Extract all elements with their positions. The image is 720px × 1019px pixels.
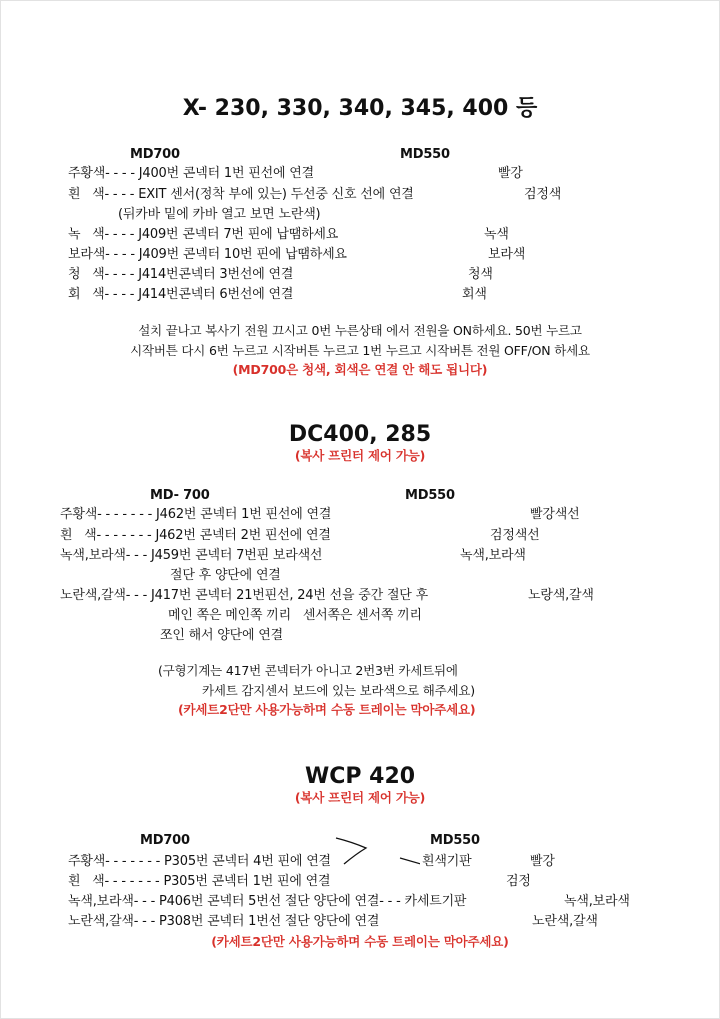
section1-row-left: 주황색- - - - J400번 콘넥터 1번 핀선에 연결: [68, 166, 314, 181]
section2-note-red: (카세트2단만 사용가능하며 수동 트레이는 막아주세요): [178, 702, 476, 717]
section2-note-line2: 카세트 감지센서 보드에 있는 보라색으로 해주세요): [202, 683, 475, 698]
section1-row-left: (뒤카바 밑에 카바 열고 보면 노란색): [118, 207, 321, 222]
section2-col-md700: MD- 700: [150, 488, 210, 503]
section2-row-left: 노란색,갈색- - - J417번 콘넥터 21번핀선, 24번 선을 중간 절단 후: [60, 588, 428, 603]
section1-row-left: 회 색- - - - J414번콘넥터 6번선에 연결: [68, 287, 294, 302]
section2-row-left: 메인 쪽은 메인쪽 끼리 센서쪽은 센서쪽 끼리: [168, 608, 422, 623]
section2-row-left: 주황색- - - - - - - J462번 콘넥터 1번 핀선에 연결: [60, 507, 332, 522]
section1-row-right: 청색: [468, 267, 493, 282]
section3-row-left: 녹색,보라색- - - P406번 콘넥터 5번선 절단 양단에 연결- - - 카세트기판: [68, 894, 467, 909]
section3-row-left: 주황색- - - - - - - P305번 콘넥터 4번 핀에 연결: [68, 854, 331, 869]
section2-note-line1: (구형기계는 417번 콘넥터가 아니고 2번3번 카세트뒤에: [158, 663, 458, 678]
section3-col-md550: MD550: [430, 833, 480, 848]
section3-col-md700: MD700: [140, 833, 190, 848]
section2-title: DC400, 285: [288, 422, 432, 447]
section2-row-right: 녹색,보라색: [460, 548, 526, 563]
section3-row-left: 노란색,갈색- - - P308번 콘넥터 1번선 절단 양단에 연결: [68, 914, 380, 929]
section1-note-line2: 시작버튼 다시 6번 누르고 시작버튼 누르고 1번 누르고 시작버튼 전원 OFF/ON 하세요: [130, 343, 590, 358]
section2-row-right: 검정색선: [490, 528, 540, 543]
section2-row-left: 녹색,보라색- - - J459번 콘넥터 7번핀 보라색선: [60, 548, 323, 563]
section1-row-left: 보라색- - - - J409번 콘넥터 10번 핀에 납땜하세요: [68, 247, 347, 262]
section1-row-right: 보라색: [488, 247, 526, 262]
section1-row-right: 검정색: [524, 187, 562, 202]
section1-row-right: 회색: [462, 287, 487, 302]
section3-title: WCP 420: [304, 764, 416, 789]
section2-row-left: 절단 후 양단에 연결: [170, 568, 281, 583]
section1-row-right: 녹색: [484, 227, 509, 242]
section2-row-left: 쪼인 해서 양단에 연결: [160, 628, 284, 643]
section3-row-right: 빨강: [530, 854, 555, 869]
section1-row-right: 빨강: [498, 166, 523, 181]
section3-row-mid: 흰색기판: [422, 854, 472, 869]
section3-row-right: 노란색,갈색: [532, 914, 598, 929]
section2-col-md550: MD550: [405, 488, 455, 503]
section1-row-left: 녹 색- - - - J409번 콘넥터 7번 핀에 납땜하세요: [68, 227, 339, 242]
section2-subtitle: (복사 프린터 제어 가능): [294, 448, 426, 463]
section1-title: X- 230, 330, 340, 345, 400 등: [182, 96, 538, 121]
section1-col-md550: MD550: [400, 147, 450, 162]
section1-col-md700: MD700: [130, 147, 180, 162]
section3-row-right: 검정: [506, 874, 531, 889]
section3-row-left: 흰 색- - - - - - - P305번 콘넥터 1번 핀에 연결: [68, 874, 331, 889]
handwritten-scribble: [330, 830, 420, 880]
section3-note-red: (카세트2단만 사용가능하며 수동 트레이는 막아주세요): [211, 934, 509, 949]
section3-subtitle: (복사 프린터 제어 가능): [294, 790, 426, 805]
section2-row-right: 빨강색선: [530, 507, 580, 522]
section2-row-left: 흰 색- - - - - - - J462번 콘넥터 2번 핀선에 연결: [60, 528, 331, 543]
section1-note-line1: 설치 끝나고 복사기 전원 끄시고 0번 누른상태 에서 전원을 ON하세요. 50번 누르고: [138, 323, 582, 338]
section1-row-left: 흰 색- - - - EXIT 센서(정착 부에 있는) 두선중 신호 선에 연결: [68, 187, 414, 202]
section1-row-left: 청 색- - - - J414번콘넥터 3번선에 연결: [68, 267, 294, 282]
section2-row-right: 노랑색,갈색: [528, 588, 594, 603]
section1-note-red: (MD700은 청색, 회색은 연결 안 해도 됩니다): [232, 362, 488, 377]
section3-row-right: 녹색,보라색: [564, 894, 630, 909]
